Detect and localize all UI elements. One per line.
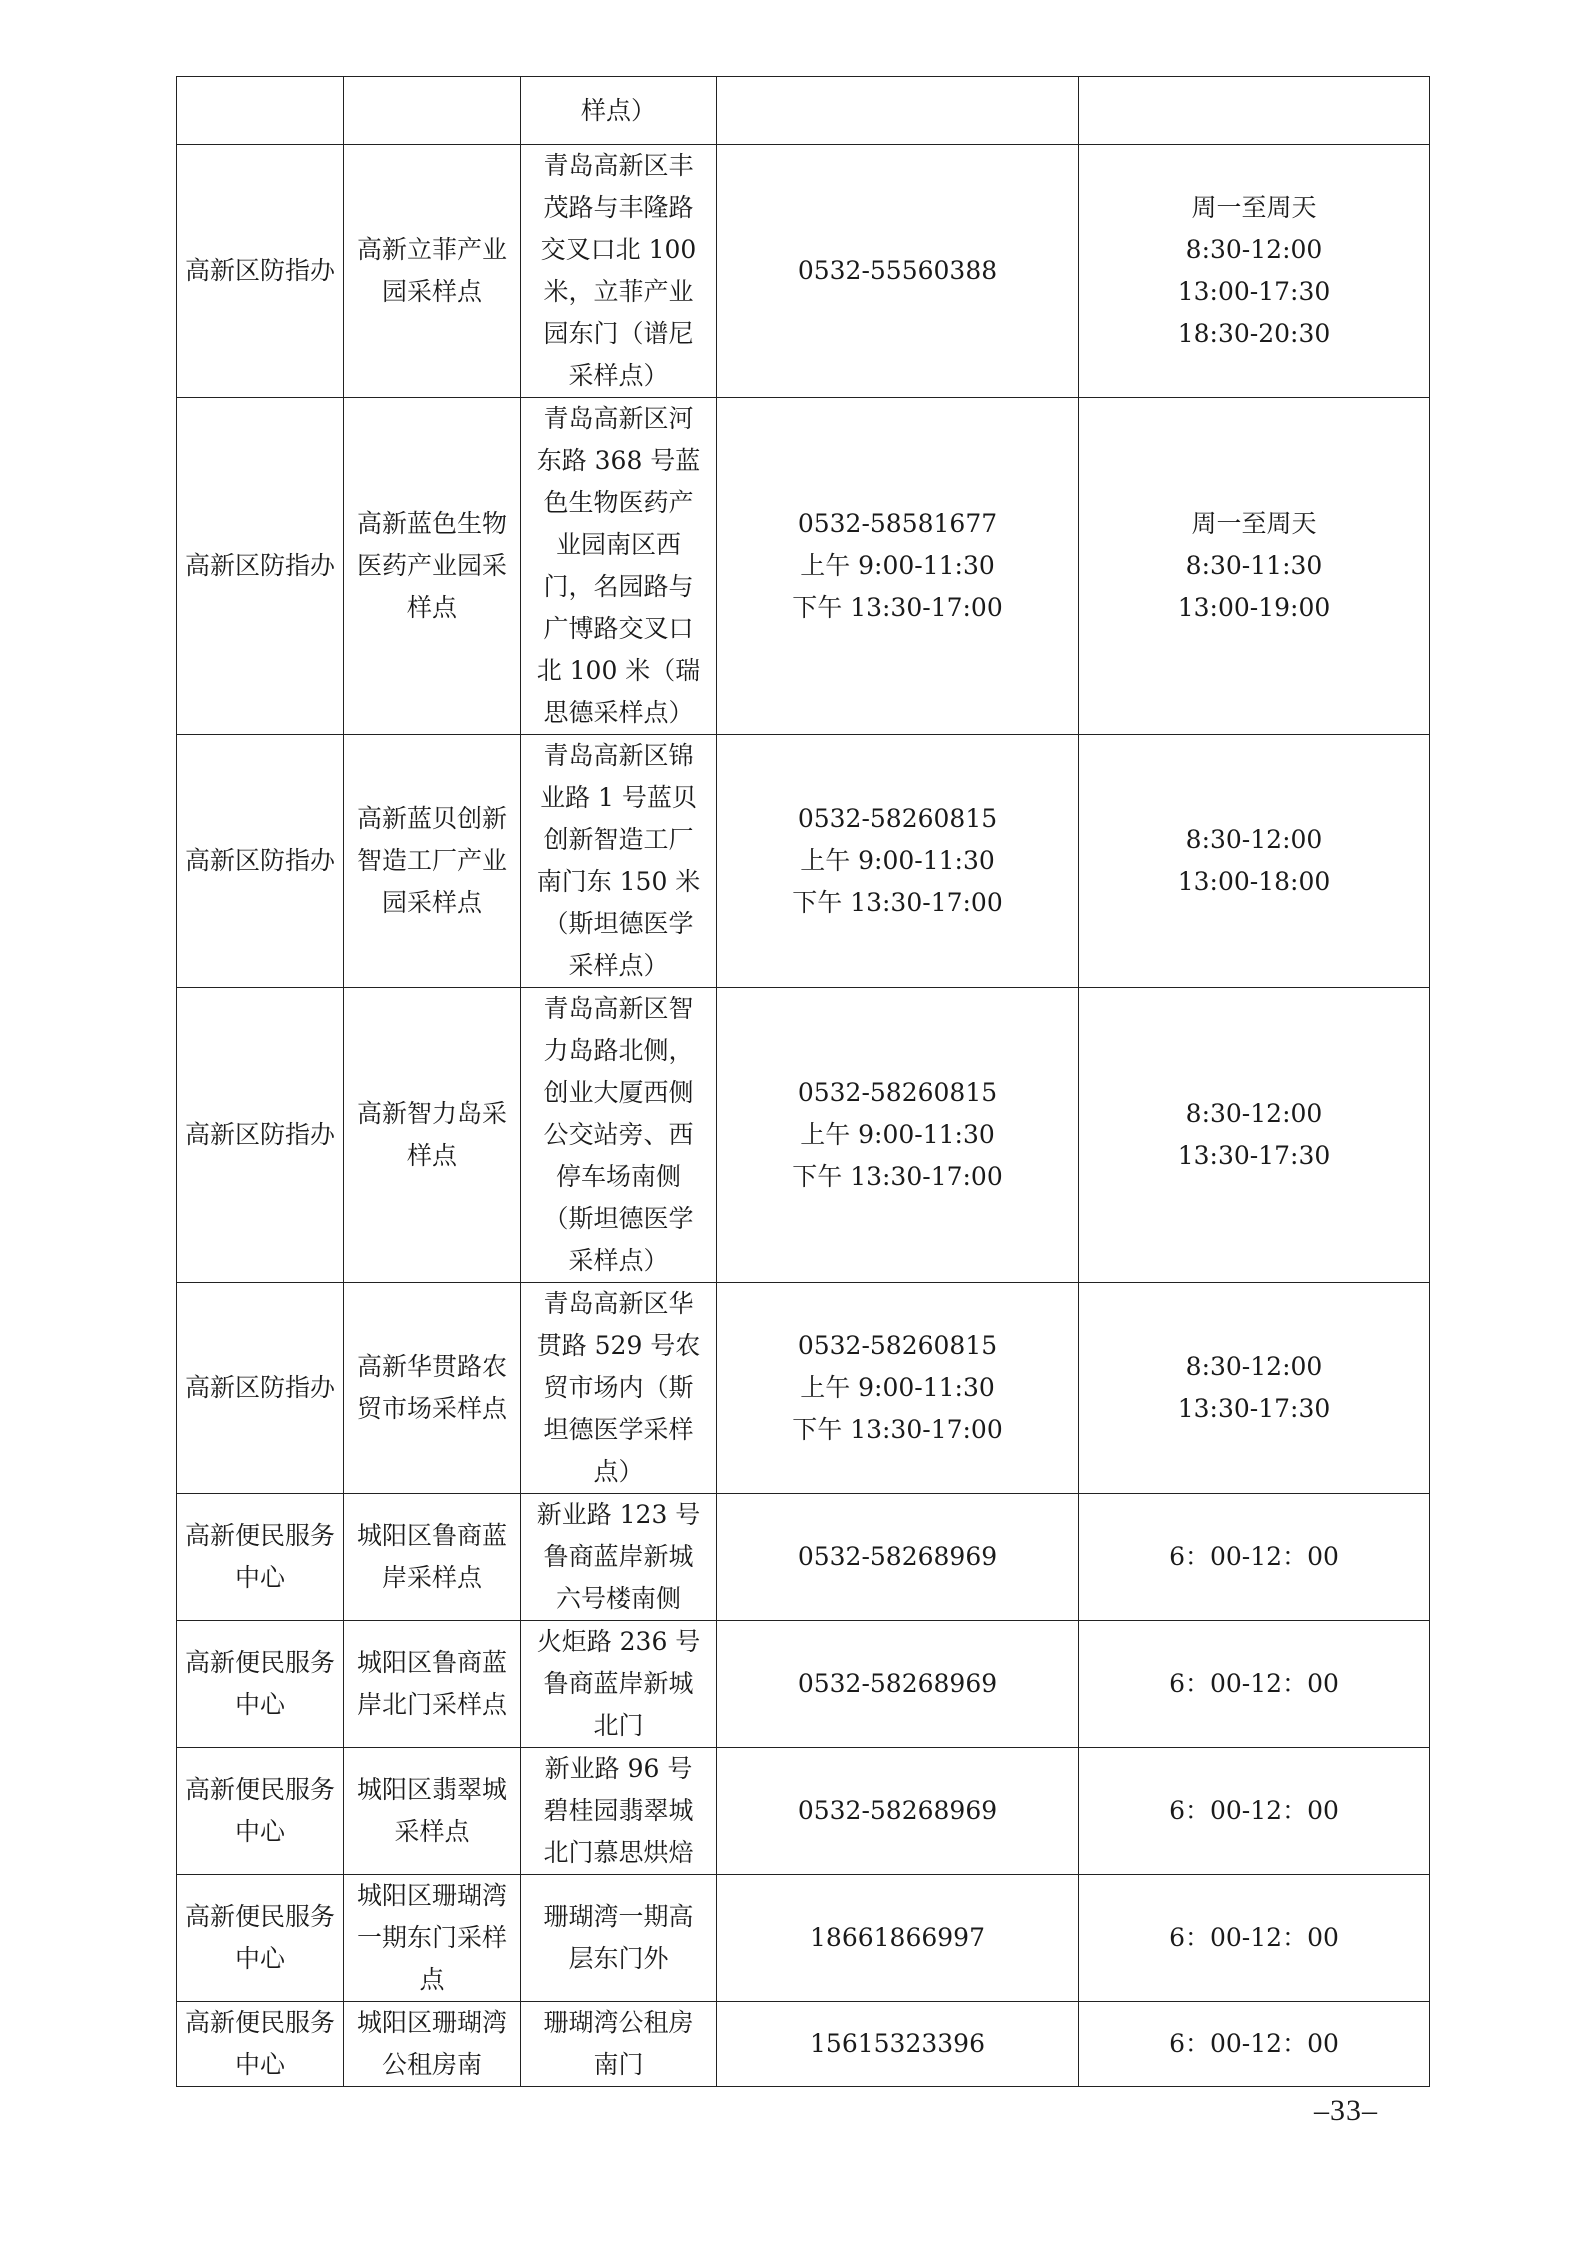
address-line: 广博路交叉口	[543, 614, 694, 643]
hours-line: 8:30-12:00	[1185, 1352, 1323, 1381]
phone-line: 18661866997	[810, 1923, 985, 1952]
hours-line: 周一至周天	[1191, 509, 1317, 538]
page-number: –33–	[1314, 2094, 1378, 2127]
org-cell: 高新便民服务中心	[177, 1875, 344, 2002]
table-row	[177, 77, 1430, 145]
hours-cell	[1079, 1494, 1430, 1621]
address-line: 茂路与丰隆路	[543, 193, 694, 222]
address-line: 思德采样点）	[543, 698, 694, 727]
hours-line: 6：00-12：00	[1169, 1669, 1339, 1698]
address-line: 业路 1 号蓝贝	[540, 783, 697, 812]
address-line: 坦德医学采样	[543, 1415, 694, 1444]
address-line: 交叉口北 100	[540, 235, 697, 264]
table-row	[177, 988, 1430, 1283]
phone-line: 上午 9:00-11:30	[800, 846, 995, 875]
org-cell: 高新区防指办	[177, 735, 344, 988]
table-row	[177, 1494, 1430, 1621]
address-line: 青岛高新区丰	[543, 151, 694, 180]
phone-line: 上午 9:00-11:30	[800, 1373, 995, 1402]
address-line: 样点）	[580, 95, 656, 125]
hours-line: 13:00-19:00	[1177, 593, 1331, 622]
hours-cell	[1079, 988, 1430, 1283]
table-row	[177, 735, 1430, 988]
site-name-cell: 高新立菲产业园采样点	[344, 145, 521, 398]
address-line: （斯坦德医学	[543, 1204, 694, 1233]
hours-cell	[1079, 735, 1430, 988]
address-cell	[521, 1494, 717, 1621]
address-cell	[521, 1283, 717, 1494]
address-line: 鲁商蓝岸新城	[543, 1669, 694, 1698]
address-line: 业园南区西	[555, 530, 681, 559]
org-cell: 高新便民服务中心	[177, 2002, 344, 2087]
phone-line: 下午 13:30-17:00	[792, 888, 1003, 917]
hours-cell	[1079, 1621, 1430, 1748]
hours-cell	[1079, 145, 1430, 398]
site-name-cell: 城阳区珊瑚湾一期东门采样点	[344, 1875, 521, 2002]
address-line: 南门	[593, 2050, 644, 2079]
hours-cell	[1079, 398, 1430, 735]
address-cell	[521, 1621, 717, 1748]
phone-line: 0532-58260815	[797, 804, 998, 833]
sampling-sites-table	[176, 76, 1430, 2087]
hours-cell	[1079, 1283, 1430, 1494]
address-line: 火炬路 236 号	[536, 1627, 701, 1656]
hours-line: 6：00-12：00	[1169, 1923, 1339, 1952]
phone-line: 0532-58581677	[797, 509, 998, 538]
phone-cell	[717, 1283, 1079, 1494]
phone-cell	[717, 145, 1079, 398]
table-row	[177, 1621, 1430, 1748]
org-cell: 高新便民服务中心	[177, 1494, 344, 1621]
org-cell: 高新区防指办	[177, 398, 344, 735]
address-line: 新业路 96 号	[544, 1754, 693, 1783]
site-name-cell: 高新蓝色生物医药产业园采样点	[344, 398, 521, 735]
table-row	[177, 398, 1430, 735]
address-line: 门，名园路与	[543, 572, 694, 601]
address-line: 创新智造工厂	[543, 825, 694, 854]
address-line: 北 100 米（瑞	[536, 656, 701, 685]
address-line: 贸市场内（斯	[543, 1373, 694, 1402]
site-name-cell: 高新蓝贝创新智造工厂产业园采样点	[344, 735, 521, 988]
address-cell	[521, 2002, 717, 2087]
site-name-cell: 城阳区珊瑚湾公租房南	[344, 2002, 521, 2087]
table-row	[177, 145, 1430, 398]
phone-line: 下午 13:30-17:00	[792, 1162, 1003, 1191]
hours-line: 8:30-11:30	[1185, 551, 1323, 580]
address-line: 东路 368 号蓝	[536, 446, 701, 475]
hours-cell	[1079, 1748, 1430, 1875]
address-line: 青岛高新区华	[543, 1289, 694, 1318]
address-line: 新业路 123 号	[536, 1500, 701, 1529]
hours-line: 6：00-12：00	[1169, 1796, 1339, 1825]
hours-line: 13:30-17:30	[1177, 1394, 1331, 1423]
phone-line: 0532-58268969	[797, 1796, 998, 1825]
address-line: 青岛高新区河	[543, 404, 694, 433]
address-line: 珊瑚湾公租房	[543, 2008, 694, 2037]
hours-line: 8:30-12:00	[1185, 1099, 1323, 1128]
site-name-cell: 高新智力岛采样点	[344, 988, 521, 1283]
org-cell: 高新便民服务中心	[177, 1748, 344, 1875]
address-line: 园东门（谱尼	[543, 319, 694, 348]
org-cell: 高新区防指办	[177, 145, 344, 398]
address-line: 南门东 150 米	[536, 867, 701, 896]
hours-cell	[1079, 1875, 1430, 2002]
hours-line: 周一至周天	[1191, 193, 1317, 222]
table-row	[177, 2002, 1430, 2087]
address-line: 层东门外	[568, 1944, 669, 1973]
address-cell	[521, 1875, 717, 2002]
address-line: 北门慕思烘焙	[543, 1838, 694, 1867]
phone-cell	[717, 398, 1079, 735]
phone-cell	[717, 77, 1079, 145]
phone-cell	[717, 1494, 1079, 1621]
phone-cell	[717, 1621, 1079, 1748]
phone-cell	[717, 1748, 1079, 1875]
hours-line: 13:00-18:00	[1177, 867, 1331, 896]
hours-cell	[1079, 2002, 1430, 2087]
phone-line: 0532-55560388	[797, 256, 998, 285]
table-body	[177, 77, 1430, 2087]
phone-line: 下午 13:30-17:00	[792, 1415, 1003, 1444]
address-cell	[521, 398, 717, 735]
address-line: 停车场南侧	[555, 1162, 681, 1191]
hours-line: 13:30-17:30	[1177, 1141, 1331, 1170]
address-line: 采样点）	[568, 951, 669, 980]
phone-cell	[717, 1875, 1079, 2002]
address-line: 点）	[593, 1457, 644, 1486]
address-cell	[521, 735, 717, 988]
org-cell: 高新区防指办	[177, 1283, 344, 1494]
phone-cell	[717, 2002, 1079, 2087]
address-line: 六号楼南侧	[555, 1584, 681, 1613]
site-name-cell: 高新华贯路农贸市场采样点	[344, 1283, 521, 1494]
address-line: 珊瑚湾一期高	[543, 1902, 694, 1931]
org-cell	[177, 77, 344, 145]
address-line: 米，立菲产业	[543, 277, 694, 306]
address-line: （斯坦德医学	[543, 909, 694, 938]
site-name-cell: 城阳区鲁商蓝岸采样点	[344, 1494, 521, 1621]
hours-line: 8:30-12:00	[1185, 235, 1323, 264]
phone-line: 0532-58268969	[797, 1669, 998, 1698]
address-line: 北门	[593, 1711, 644, 1740]
phone-line: 0532-58260815	[797, 1078, 998, 1107]
address-line: 色生物医药产	[543, 488, 694, 517]
address-line: 力岛路北侧，	[543, 1036, 694, 1065]
site-name-cell	[344, 77, 521, 145]
address-line: 碧桂园翡翠城	[543, 1796, 694, 1825]
table-row	[177, 1748, 1430, 1875]
phone-line: 15615323396	[810, 2029, 985, 2058]
address-line: 鲁商蓝岸新城	[543, 1542, 694, 1571]
phone-cell	[717, 988, 1079, 1283]
hours-line: 6：00-12：00	[1169, 1542, 1339, 1571]
address-cell	[521, 988, 717, 1283]
address-line: 青岛高新区锦	[543, 741, 694, 770]
site-name-cell: 城阳区鲁商蓝岸北门采样点	[344, 1621, 521, 1748]
org-cell: 高新区防指办	[177, 988, 344, 1283]
hours-line: 8:30-12:00	[1185, 825, 1323, 854]
hours-line: 6：00-12：00	[1169, 2029, 1339, 2058]
table-row	[177, 1283, 1430, 1494]
phone-line: 上午 9:00-11:30	[800, 1120, 995, 1149]
hours-line: 13:00-17:30	[1177, 277, 1331, 306]
address-cell	[521, 145, 717, 398]
address-line: 青岛高新区智	[543, 994, 694, 1023]
table-row	[177, 1875, 1430, 2002]
phone-line: 0532-58268969	[797, 1542, 998, 1571]
phone-line: 0532-58260815	[797, 1331, 998, 1360]
hours-cell	[1079, 77, 1430, 145]
site-name-cell: 城阳区翡翠城采样点	[344, 1748, 521, 1875]
phone-line: 下午 13:30-17:00	[792, 593, 1003, 622]
phone-cell	[717, 735, 1079, 988]
address-line: 创业大厦西侧	[543, 1078, 694, 1107]
hours-line: 18:30-20:30	[1177, 319, 1331, 348]
address-cell	[521, 77, 717, 145]
address-line: 公交站旁、西	[543, 1120, 694, 1149]
phone-line: 上午 9:00-11:30	[800, 551, 995, 580]
address-cell	[521, 1748, 717, 1875]
address-line: 贯路 529 号农	[536, 1331, 701, 1360]
address-line: 采样点）	[568, 361, 669, 390]
org-cell: 高新便民服务中心	[177, 1621, 344, 1748]
address-line: 采样点）	[568, 1246, 669, 1275]
